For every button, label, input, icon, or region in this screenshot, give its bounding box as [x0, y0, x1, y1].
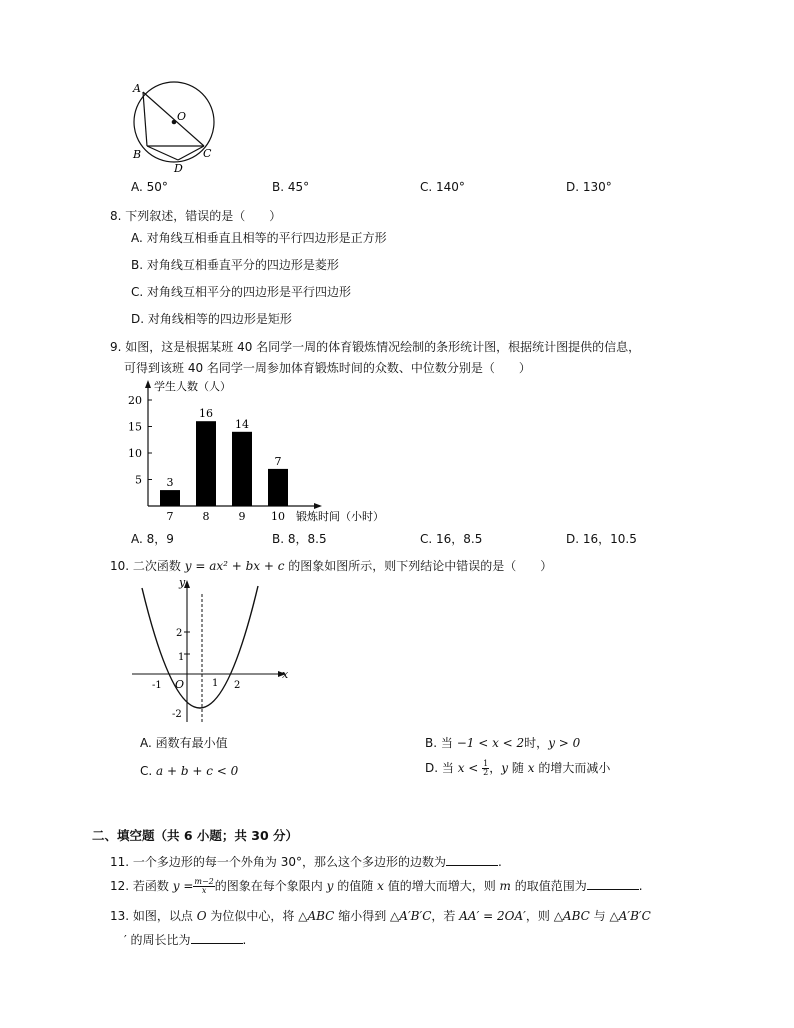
q10-option-c[interactable] — [140, 764, 238, 778]
parabola-graph — [128, 574, 298, 724]
q10-optb-pre: B. 当 — [425, 736, 453, 750]
q8-option-c[interactable]: C. 对角线互相平分的四边形是平行四边形 — [131, 285, 352, 299]
q10-stem-post: 的图象如图所示，则下列结论中错误的是（ ） — [288, 559, 553, 573]
q12-xv: x — [377, 879, 384, 893]
q12-fraction: $\frac{m-2}{x}$ — [194, 877, 214, 895]
section-title: 二、填空题（共 6 小题；共 30 分） — [92, 828, 299, 843]
x-tick-label: 7 — [166, 510, 174, 523]
q10-optd-x: x < — [457, 761, 479, 775]
q13-mid2: 缩小得到 — [338, 909, 387, 923]
q10-formula: y = ax² + bx + c — [184, 559, 285, 573]
q12 — [110, 877, 643, 895]
q9-stem-line2: 可得到该班 40 名同学一周参加体育锻炼时间的众数、中位数分别是（ ） — [124, 361, 531, 375]
q12-mid3: 值的增大而增大，则 — [387, 879, 496, 893]
q8-option-d[interactable]: D. 对角线相等的四边形是矩形 — [131, 312, 292, 326]
q9-option-b[interactable]: B. 8，8.5 — [272, 532, 327, 546]
label-O: O — [177, 110, 187, 123]
x-tick-label: 10 — [271, 510, 285, 523]
y-axis-label: 学生人数（人） — [154, 380, 231, 393]
bar-value-label: 3 — [166, 476, 174, 490]
q9-option-d[interactable]: D. 16，10.5 — [566, 532, 637, 546]
q10-optd-fraction: $\frac{1}{2}$ — [483, 759, 489, 777]
q10-optd-pre: D. 当 — [425, 761, 454, 775]
x-tick-label: 8 — [202, 510, 210, 523]
x-axis-arrow — [314, 503, 322, 509]
q13-line2 — [124, 931, 246, 948]
bar-10 — [268, 469, 288, 506]
label-B: B — [133, 148, 142, 161]
q13-tri2: △A′B′C — [390, 909, 432, 923]
q13-line2-pre: ′ 的周长比为 — [124, 933, 191, 947]
q11-end: . — [498, 855, 502, 869]
q7-option-d[interactable]: D. 130° — [566, 180, 612, 194]
q13-tri4: △A′B′C — [609, 909, 651, 923]
q8-option-b[interactable]: B. 对角线互相垂直平分的四边形是菱形 — [131, 258, 339, 272]
y-axis-arrow — [145, 380, 151, 388]
q13-answer-blank[interactable] — [191, 933, 243, 944]
q10-optd-post1: ， — [489, 761, 502, 775]
q10-stem — [110, 557, 552, 574]
q10-optd-x2: x — [527, 761, 535, 775]
tick-y-neg2: -2 — [172, 709, 182, 720]
axis-x-label: x — [282, 668, 289, 681]
q9-option-c[interactable]: C. 16，8.5 — [420, 532, 483, 546]
bar-chart — [118, 376, 418, 528]
q12-mid1: 的图象在每个象限内 — [214, 879, 323, 893]
label-D: D — [174, 162, 183, 175]
axis-y-label: y — [179, 576, 186, 589]
bar-8 — [196, 421, 216, 506]
q7-option-a[interactable]: A. 50° — [131, 180, 168, 194]
q9-stem-line1: 9. 如图，这是根据某班 40 名同学一周的体育锻炼情况绘制的条形统计图，根据统计图提供的信息， — [110, 340, 641, 354]
q7-option-b[interactable]: B. 45° — [272, 180, 310, 194]
q7-option-c[interactable]: C. 140° — [420, 180, 465, 194]
q12-mv: m — [499, 879, 511, 893]
q11-text: 11. 一个多边形的每一个外角为 30°，那么这个多边形的边数为 — [110, 855, 446, 869]
q13-mid5: 与 — [593, 909, 606, 923]
q13-tri3: △ABC — [553, 909, 590, 923]
bar-value-label: 7 — [274, 454, 282, 468]
bar-value-label: 16 — [199, 407, 213, 421]
q13-pre: 13. 如图，以点 — [110, 909, 193, 923]
tick-x-2: 2 — [234, 680, 241, 691]
q10-optd-y: y — [501, 761, 509, 775]
q13-o: O — [196, 909, 207, 923]
bar-value-label: 14 — [235, 417, 249, 431]
tick-x-1: 1 — [212, 678, 219, 689]
bar-7 — [160, 490, 180, 506]
y-tick-label: 15 — [128, 420, 142, 434]
q10-optb-math: −1 < x < 2 — [456, 736, 525, 750]
q10-stem-pre: 10. 二次函数 — [110, 559, 181, 573]
q13-end: . — [242, 933, 247, 947]
q12-end: . — [638, 879, 643, 893]
q11 — [110, 853, 502, 870]
q8-option-a[interactable]: A. 对角线互相垂直且相等的平行四边形是正方形 — [131, 231, 387, 245]
q13-line1 — [110, 907, 651, 924]
q12-yv: y — [326, 879, 334, 893]
q10-optd-post3: 的增大而减小 — [538, 761, 611, 775]
q10-option-a[interactable]: A. 函数有最小值 — [140, 736, 228, 750]
label-C: C — [203, 147, 212, 160]
q10-optb-math2: y > 0 — [548, 736, 581, 750]
q12-mid2: 的值随 — [337, 879, 374, 893]
x-axis-label: 锻炼时间（小时） — [296, 510, 384, 523]
circle-figure — [128, 80, 224, 178]
q13-tri1: △ABC — [298, 909, 335, 923]
origin-label: O — [175, 678, 185, 691]
y-tick-label: 20 — [128, 394, 142, 407]
q8-stem: 8. 下列叙述，错误的是（ ） — [110, 209, 282, 223]
tick-y-2: 2 — [176, 628, 183, 639]
q13-eq: AA′ = 2OA′ — [459, 909, 526, 923]
q10-optb-mid: 时， — [524, 736, 549, 750]
y-tick-label: 10 — [128, 447, 142, 460]
x-tick-label: 9 — [238, 510, 246, 523]
q12-y: y = — [172, 879, 194, 893]
y-tick-label: 5 — [135, 473, 142, 487]
q12-mid4: 的取值范围为 — [514, 879, 587, 893]
q10-optd-post2: 随 — [511, 761, 524, 775]
q13-mid4: ，则 — [525, 909, 550, 923]
q12-pre: 12. 若函数 — [110, 879, 169, 893]
q10-option-b[interactable] — [425, 734, 580, 751]
tick-y-1: 1 — [178, 652, 185, 663]
q10-option-d[interactable] — [425, 759, 610, 777]
tick-x-neg1: -1 — [152, 680, 162, 691]
q13-mid1: 为位似中心，将 — [210, 909, 295, 923]
q9-option-a[interactable]: A. 8，9 — [131, 532, 174, 546]
q11-answer-blank[interactable] — [446, 855, 498, 866]
q10-optc-math: a + b + c < 0 — [156, 764, 239, 778]
bar-9 — [232, 432, 252, 506]
q12-answer-blank[interactable] — [587, 879, 639, 890]
q10-optc-pre: C. — [140, 764, 153, 778]
q13-mid3: ，若 — [431, 909, 456, 923]
label-A: A — [133, 82, 141, 95]
